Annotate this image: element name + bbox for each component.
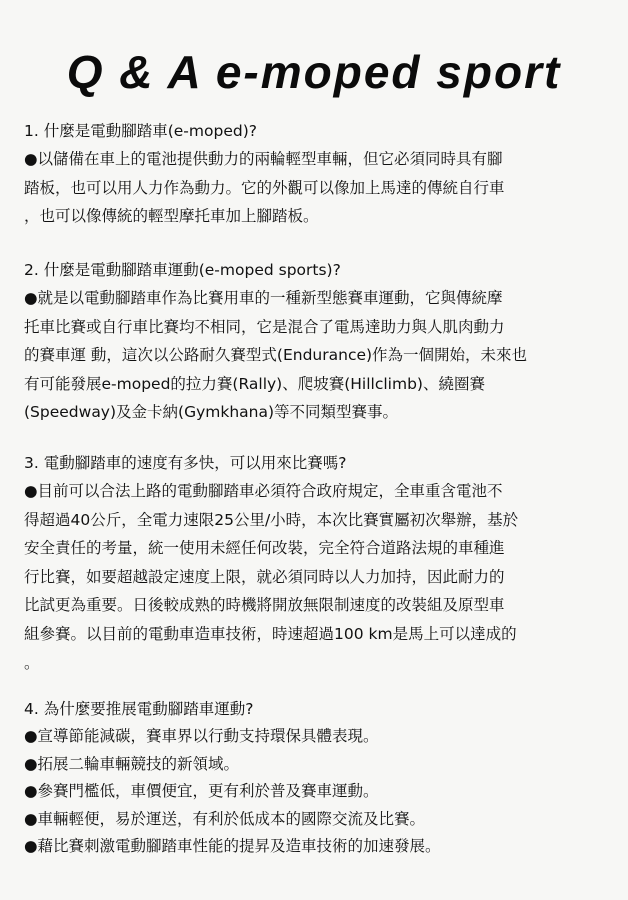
answer-line: ●目前可以合法上路的電動腳踏車必須符合政府規定，全車重含電池不 [24,482,503,500]
qa-section-2 [24,256,610,427]
answer-line: 有可能發展e-moped的拉力賽(Rally)、爬坡賽(Hillclimb)、繞圈賽 [24,374,485,393]
question-3: 3. 電動腳踏車的速度有多快，可以用來比賽嗎? [24,454,347,472]
answer-line: 托車比賽或自行車比賽均不相同，它是混合了電馬達助力與人肌肉動力 [24,317,505,336]
answer-line: 比試更為重要。日後較成熟的時機將開放無限制速度的改裝組及原型車 [24,596,505,615]
question-4: 4. 為什麼要推展電動腳踏車運動? [24,700,254,718]
answer-3 [24,477,610,677]
bullet-item: ●藉比賽刺激電動腳踏車性能的提昇及造車技術的加速發展。 [24,837,441,855]
bullet-item: ●參賽門檻低，車價便宜，更有利於普及賽車運動。 [24,782,379,800]
answer-line: ●以儲備在車上的電池提供動力的兩輪輕型車輛，但它必須同時具有腳 [24,150,503,168]
bullet-item: ●車輛輕便，易於運送，有利於低成本的國際交流及比賽。 [24,809,426,828]
question-2: 2. 什麼是電動腳踏車運動(e-moped sports)? [24,261,341,279]
answer-line: 踏板，也可以用人力作為動力。它的外觀可以像加上馬達的傳統自行車 [24,178,505,197]
question-1: 1. 什麼是電動腳踏車(e-moped)? [24,122,257,140]
qa-section-3 [24,449,610,677]
answer-2 [24,284,610,427]
answer-line: 得超過40公斤，全電力速限25公里/小時，本次比賽實屬初次舉辦，基於 [24,510,519,529]
qa-section-4 [24,695,610,861]
answer-line: (Speedway)及金卡納(Gymkhana)等不同類型賽事。 [24,403,399,422]
bullet-item: ●宣導節能減碳，賽車界以行動支持環保具體表現。 [24,727,379,745]
answer-line: 行比賽，如要超越設定速度上限，就必須同時以人力加持，因此耐力的 [24,567,505,586]
answer-line: 安全責任的考量，統一使用未經任何改裝，完全符合道路法規的車種進 [24,539,505,558]
bullet-item: ●拓展二輪車輛競技的新領域。 [24,754,240,773]
qa-section-1 [24,117,610,231]
answer-line: ，也可以像傳統的輕型摩托車加上腳踏板。 [24,207,319,226]
answer-line: 。 [24,653,40,672]
answer-line: ●就是以電動腳踏車作為比賽用車的一種新型態賽車運動，它與傳統摩 [24,289,503,307]
answer-line: 的賽車運 動，這次以公路耐久賽型式(Endurance)作為一個開始，未來也 [24,346,528,365]
answer-4 [24,723,610,861]
page-title: Q & A e-moped sport [66,46,562,98]
answer-1 [24,145,610,231]
answer-line: 組參賽。以目前的電動車造車技術，時速超過100 km是馬上可以達成的 [24,624,517,643]
